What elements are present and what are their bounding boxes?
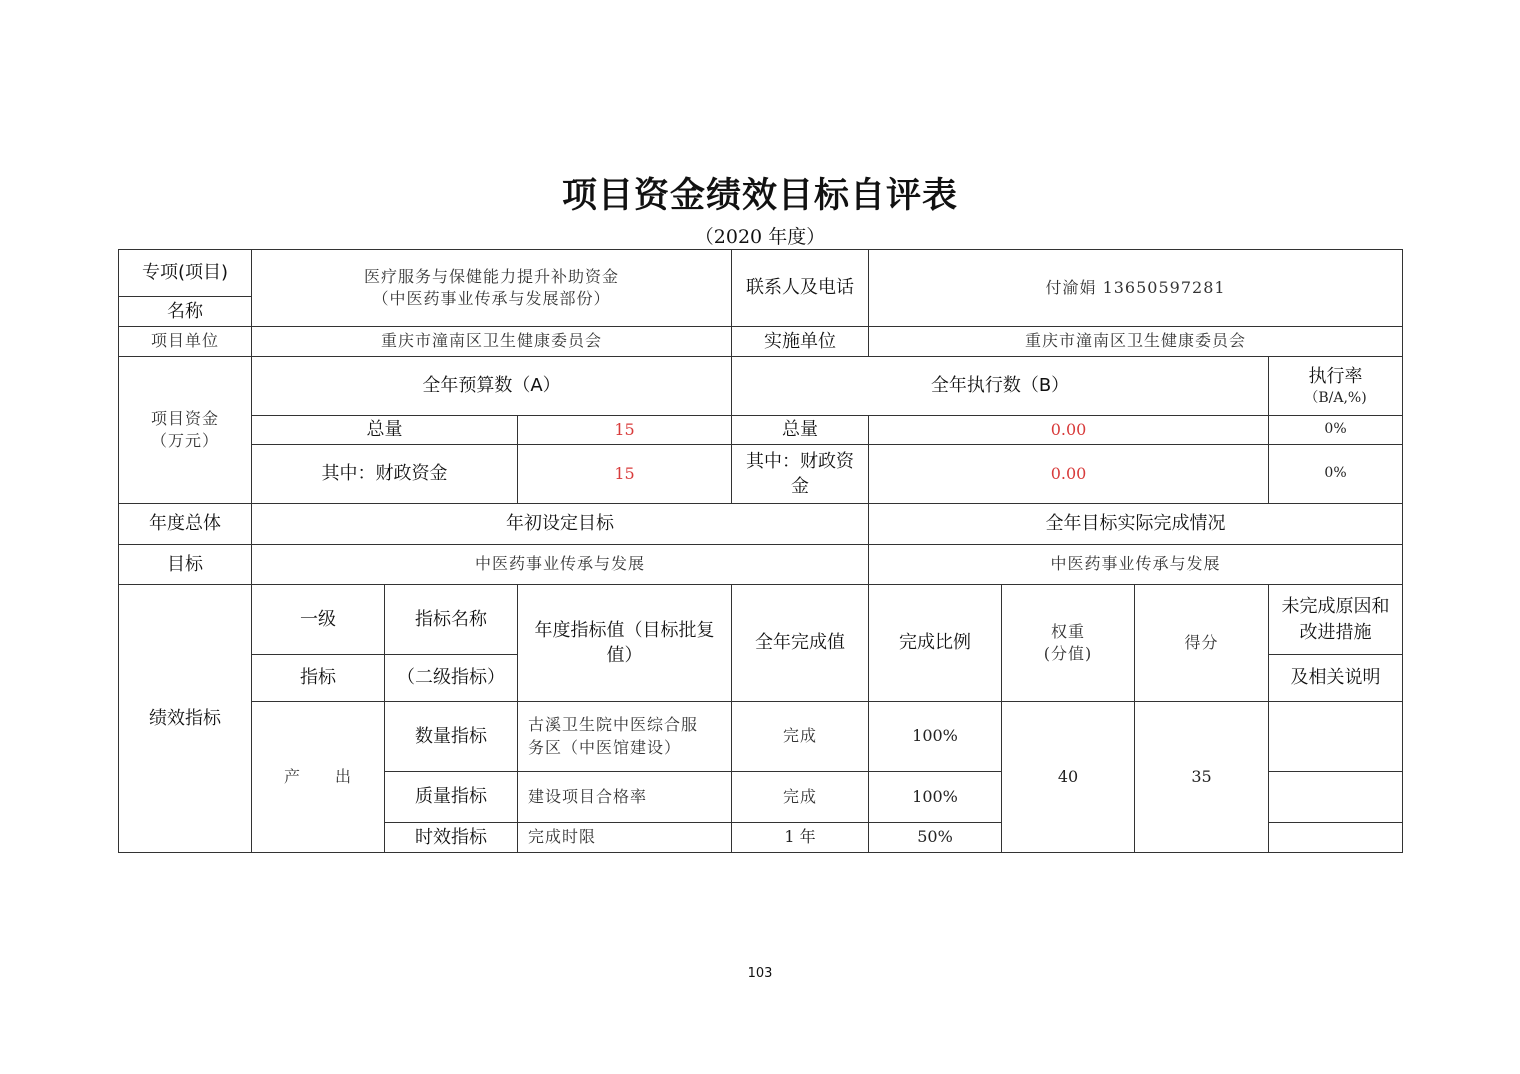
indicator-target xyxy=(518,702,732,772)
indicators-label: 绩效指标 xyxy=(119,585,252,853)
score-value: 35 xyxy=(1135,702,1269,853)
contact-value: 付渝娟 13650597281 xyxy=(869,250,1403,327)
contact-label: 联系人及电话 xyxy=(732,250,869,327)
score-header: 得分 xyxy=(1135,585,1269,702)
impl-unit-value: 重庆市潼南区卫生健康委员会 xyxy=(869,327,1403,357)
weight-header-line-1: 权重 xyxy=(1051,621,1086,641)
reason-cell xyxy=(1269,772,1403,823)
indicator-actual: 完成 xyxy=(732,772,869,823)
fiscal-budget: 15 xyxy=(518,445,732,504)
budget-header: 全年预算数（A） xyxy=(252,357,732,416)
initial-goal-header: 年初设定目标 xyxy=(252,504,869,545)
indicator-ratio: 50% xyxy=(869,823,1002,853)
total-budget: 15 xyxy=(518,416,732,445)
fiscal-exec-label-line-2: 金 xyxy=(791,476,810,497)
page-title: 项目资金绩效目标自评表 xyxy=(561,175,958,216)
target-header-line-1: 年度指标值（目标批复 xyxy=(534,619,715,641)
fiscal-exec: 0.00 xyxy=(869,445,1269,504)
project-name-label-2: 名称 xyxy=(119,297,252,327)
impl-unit-label: 实施单位 xyxy=(732,327,869,357)
goals-label-2: 目标 xyxy=(119,545,252,585)
ratio-header: 完成比例 xyxy=(869,585,1002,702)
project-unit-value: 重庆市潼南区卫生健康委员会 xyxy=(252,327,732,357)
page-number: 103 xyxy=(747,966,773,981)
target-header xyxy=(518,585,732,702)
total-rate: 0% xyxy=(1269,416,1403,445)
fiscal-rate: 0% xyxy=(1269,445,1403,504)
total-exec: 0.00 xyxy=(869,416,1269,445)
initial-goal-value: 中医药事业传承与发展 xyxy=(252,545,869,585)
weight-header-line-2: (分值) xyxy=(1043,644,1093,663)
name-header-2: （二级指标） xyxy=(385,655,518,702)
indicator-target: 建设项目合格率 xyxy=(518,772,732,823)
weight-header xyxy=(1002,585,1135,702)
fiscal-label: 其中：财政资金 xyxy=(252,445,518,504)
rate-header-line-2: （B/A,%) xyxy=(1304,389,1367,406)
actual-header: 全年完成值 xyxy=(732,585,869,702)
self-evaluation-table xyxy=(118,249,1403,853)
name-header-1: 指标名称 xyxy=(385,585,518,655)
funds-label-line-1: 项目资金 xyxy=(150,408,219,428)
reason-cell xyxy=(1269,702,1403,772)
fiscal-exec-label xyxy=(732,445,869,504)
rate-header xyxy=(1269,357,1403,416)
reason-header-line-1: 未完成原因和 xyxy=(1281,596,1390,618)
indicator-name: 质量指标 xyxy=(385,772,518,823)
indicator-ratio: 100% xyxy=(869,702,1002,772)
actual-goal-header: 全年目标实际完成情况 xyxy=(869,504,1403,545)
level-header-2: 指标 xyxy=(252,655,385,702)
fiscal-year: （2020 年度） xyxy=(694,226,826,248)
reason-header-3: 及相关说明 xyxy=(1269,655,1403,702)
reason-header-1 xyxy=(1269,585,1403,655)
indicator-ratio: 100% xyxy=(869,772,1002,823)
indicator-target: 完成时限 xyxy=(518,823,732,853)
actual-goal-value: 中医药事业传承与发展 xyxy=(869,545,1403,585)
indicator-actual: 1 年 xyxy=(732,823,869,853)
weight-value: 40 xyxy=(1002,702,1135,853)
project-name-cell xyxy=(252,250,732,327)
indicator-actual: 完成 xyxy=(732,702,869,772)
funds-label-line-2: （万元） xyxy=(150,431,219,450)
goals-label-1: 年度总体 xyxy=(119,504,252,545)
rate-header-line-1: 执行率 xyxy=(1308,365,1363,387)
indicator-name: 数量指标 xyxy=(385,702,518,772)
project-name-line-1: 医疗服务与保健能力提升补助资金 xyxy=(364,266,620,286)
project-name-line-2: （中医药事业传承与发展部份） xyxy=(372,289,611,308)
level-header-1: 一级 xyxy=(252,585,385,655)
funds-label xyxy=(119,357,252,504)
output-label: 产 出 xyxy=(252,702,385,853)
target-header-line-2: 值） xyxy=(606,645,643,666)
indicator-target-line-2: 务区（中医馆建设） xyxy=(528,737,682,757)
exec-header: 全年执行数（B） xyxy=(732,357,1269,416)
table-row xyxy=(119,702,1403,772)
indicator-name: 时效指标 xyxy=(385,823,518,853)
total-exec-label: 总量 xyxy=(732,416,869,445)
reason-cell xyxy=(1269,823,1403,853)
total-label: 总量 xyxy=(252,416,518,445)
indicator-target-line-1: 古溪卫生院中医综合服 xyxy=(528,715,699,735)
reason-header-line-2: 改进措施 xyxy=(1299,621,1372,643)
fiscal-exec-label-line-1: 其中：财政资 xyxy=(746,450,855,472)
project-name-label-1: 专项(项目) xyxy=(119,250,252,297)
project-unit-label: 项目单位 xyxy=(119,327,252,357)
